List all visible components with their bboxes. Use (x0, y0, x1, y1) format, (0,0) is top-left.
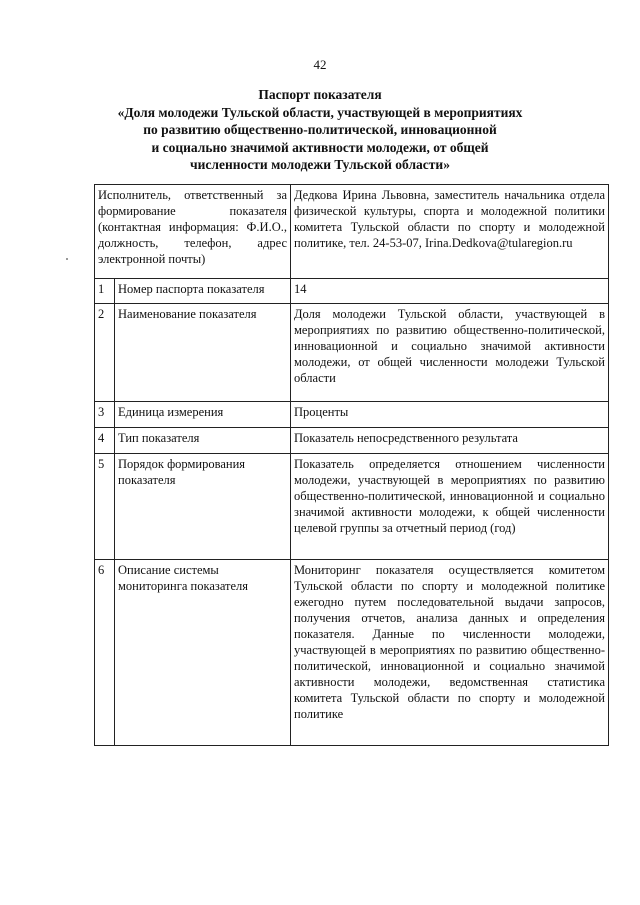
title-line-1: Паспорт показателя (258, 87, 382, 102)
table-row (95, 560, 609, 746)
title-line-3: по развитию общественно-политической, инновационной (143, 122, 497, 137)
row-value: Показатель определяется отношением численности молодежи, участвующей в мероприятиях по развитию общественно-политической, инновационной и социально значимой активности молодежи, к общей численности целевой группы за отчетный период (год) (291, 454, 609, 560)
row-value: Доля молодежи Тульской области, участвующей в мероприятиях по развитию общественно-политической, инновационной и социально значимой активности молодежи, от общей численности молодежи Тульской области (291, 304, 609, 402)
page-number: 42 (313, 57, 327, 72)
executor-value: Дедкова Ирина Львовна, заместитель начальника отдела физической культуры, спорта и молодежной политики комитета Тульской области по спорту и молодежной политике, тел. 24-53-07, Irina.Dedkova@tularegion.ru (291, 185, 609, 279)
row-label: Номер паспорта показателя (115, 279, 291, 304)
row-label: Наименование показателя (115, 304, 291, 402)
row-number: 6 (95, 560, 115, 746)
row-number: 5 (95, 454, 115, 560)
title-line-4: и социально значимой активности молодежи, от общей (151, 139, 489, 155)
passport-table (94, 184, 609, 746)
row-number: 2 (95, 304, 115, 402)
row-number: 1 (95, 279, 115, 304)
table-row (95, 428, 609, 454)
row-label: Единица измерения (115, 402, 291, 428)
margin-mark (66, 258, 68, 260)
title-line-5: численности молодежи Тульской области» (190, 157, 450, 172)
table-row-executor (95, 185, 609, 279)
table-row (95, 279, 609, 304)
row-label: Тип показателя (115, 428, 291, 454)
row-label: Описание системы мониторинга показателя (115, 560, 291, 746)
row-number: 4 (95, 428, 115, 454)
row-value: 14 (291, 279, 609, 304)
document-title (60, 86, 580, 174)
title-line-2: «Доля молодежи Тульской области, участвующей в мероприятиях (117, 104, 523, 120)
row-label: Порядок формирования показателя (115, 454, 291, 560)
table-row (95, 454, 609, 560)
row-value: Проценты (291, 402, 609, 428)
table-row (95, 304, 609, 402)
table-row (95, 402, 609, 428)
row-value: Мониторинг показателя осуществляется комитетом Тульской области по спорту и молодежной политике ежегодно путем последовательной выдачи запросов, получения отчетов, анализа данных и определения показателя. Данные по численности молодежи, участвующей в мероприятиях по развитию общественно-политической, инновационной и социально значимой активности молодежи, ведомственная статистика комитета Тульской области по спорту и молодежной политике (291, 560, 609, 746)
row-value: Показатель непосредственного результата (291, 428, 609, 454)
executor-label: Исполнитель, ответственный за формирование показателя (контактная информация: Ф.И.О., должность, телефон, адрес электронной почты) (95, 185, 291, 279)
row-number: 3 (95, 402, 115, 428)
